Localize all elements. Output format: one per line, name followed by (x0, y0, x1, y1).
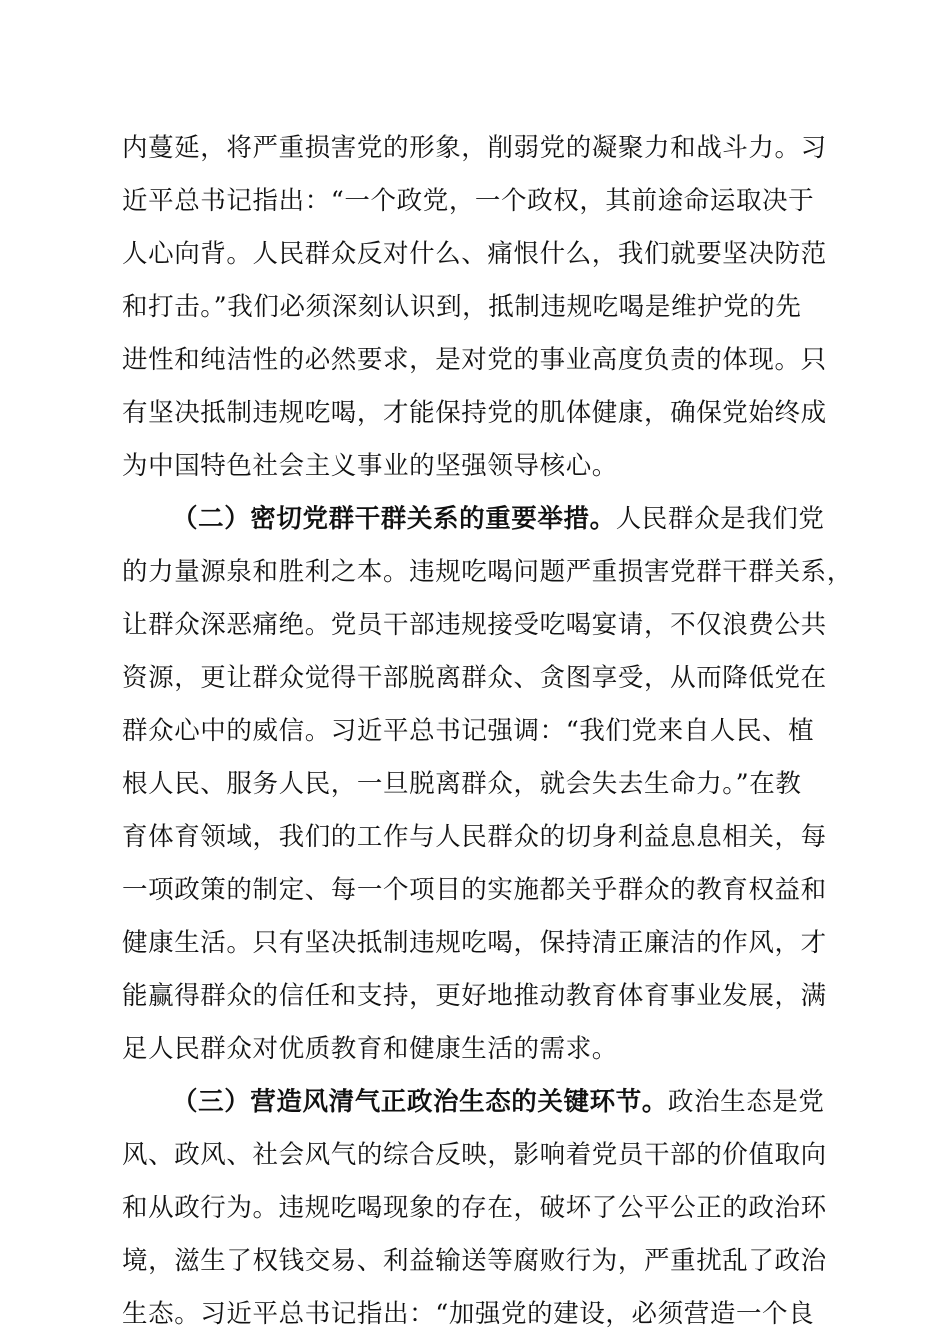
paragraph-line: 近平总书记指出：“一个政党，一个政权，其前途命运取决于 (122, 186, 815, 216)
paragraph-line: 有坚决抵制违规吃喝，才能保持党的肌体健康，确保党始终成 (122, 398, 827, 428)
paragraph-line: 足人民群众对优质教育和健康生活的需求。 (122, 1034, 618, 1064)
paragraph-line: 和从政行为。违规吃喝现象的存在，破坏了公平公正的政治环 (122, 1193, 827, 1223)
paragraph-line: 让群众深恶痛绝。党员干部违规接受吃喝宴请，不仅浪费公共 (122, 610, 827, 640)
paragraph-line: 育体育领域，我们的工作与人民群众的切身利益息息相关，每 (122, 822, 827, 852)
paragraph-line: 进性和纯洁性的必然要求，是对党的事业高度负责的体现。只 (122, 345, 827, 375)
paragraph-line: 健康生活。只有坚决抵制违规吃喝，保持清正廉洁的作风，才 (122, 928, 827, 958)
section-heading: （二）密切党群干群关系的重要举措。 (172, 504, 616, 534)
paragraph-line: 一项政策的制定、每一个项目的实施都关乎群众的教育权益和 (122, 875, 827, 905)
paragraph-text: 政治生态是党 (667, 1087, 825, 1117)
paragraph-first-line (172, 503, 882, 535)
paragraph-line: 和打击。”我们必须深刻认识到，抵制违规吃喝是维护党的先 (122, 292, 802, 322)
paragraph-text: 人民群众是我们党 (615, 504, 825, 534)
section-heading: （三）营造风清气正政治生态的关键环节。 (172, 1087, 668, 1117)
paragraph-line: 资源，更让群众觉得干部脱离群众、贪图享受，从而降低党在 (122, 663, 827, 693)
paragraph-line: 内蔓延，将严重损害党的形象，削弱党的凝聚力和战斗力。习 (122, 133, 827, 163)
paragraph-line: 的力量源泉和胜利之本。违规吃喝问题严重损害党群干群关系， (122, 557, 853, 587)
paragraph-line: 境，滋生了权钱交易、利益输送等腐败行为，严重扰乱了政治 (122, 1246, 827, 1276)
paragraph-first-line (172, 1086, 882, 1118)
paragraph-line: 群众心中的威信。习近平总书记强调：“我们党来自人民、植 (122, 716, 815, 746)
paragraph-line: 能赢得群众的信任和支持，更好地推动教育体育事业发展，满 (122, 981, 827, 1011)
paragraph-line: 为中国特色社会主义事业的坚强领导核心。 (122, 451, 618, 481)
paragraph-line: 根人民、服务人民，一旦脱离群众，就会失去生命力。”在教 (122, 769, 802, 799)
paragraph-line: 风、政风、社会风气的综合反映，影响着党员干部的价值取向 (122, 1140, 827, 1170)
paragraph-line: 人心向背。人民群众反对什么、痛恨什么，我们就要坚决防范 (122, 239, 827, 269)
paragraph-line: 生态。习近平总书记指出：“加强党的建设，必须营造一个良 (122, 1299, 815, 1329)
